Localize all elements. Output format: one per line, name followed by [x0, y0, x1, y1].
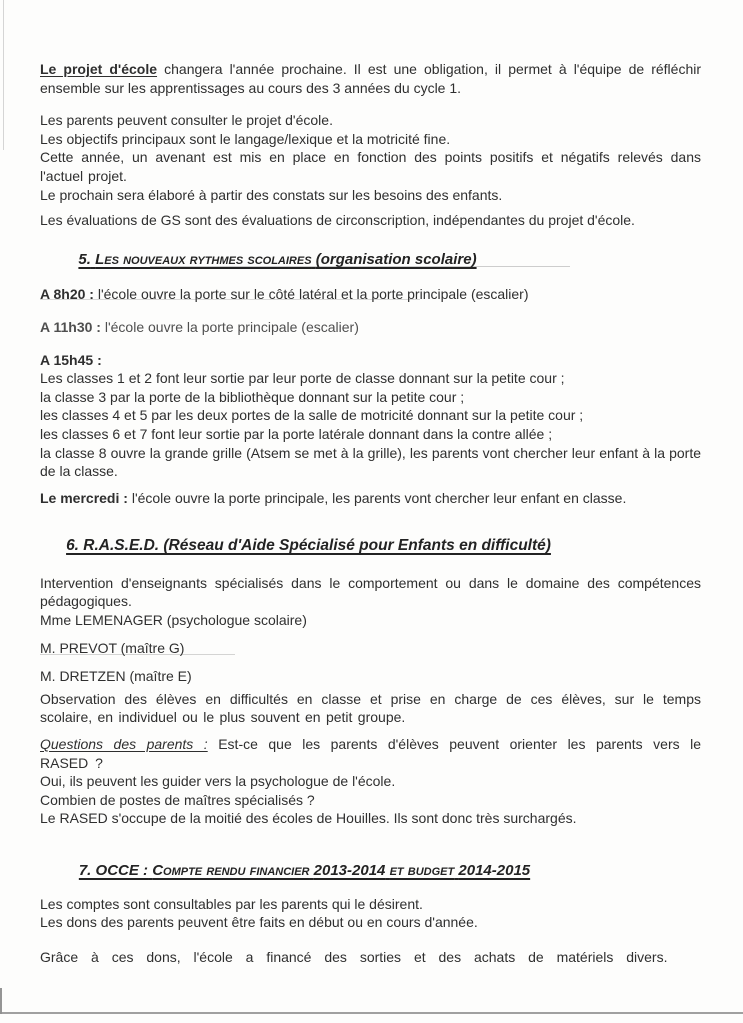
- line-objectifs: Les objectifs principaux sont le langage/lexique et la motricité fine.: [40, 130, 451, 147]
- scan-strike-artifact-11h30: [40, 299, 420, 300]
- section-6-title: 6. R.A.S.E.D. (Réseau d'Aide Spécialisé pour Enfants en difficulté): [66, 537, 551, 555]
- row-11h30: [40, 318, 701, 337]
- row-15h45: [40, 351, 701, 370]
- paragraph-evaluations-gs: Les évaluations de GS sont des évaluations de circonscription, indépendantes du projet d'école.: [40, 212, 635, 229]
- section-7-title-wrap: [79, 862, 530, 879]
- row-8h20: [40, 285, 701, 304]
- question-rased: Est-ce que les parents d'élèves peuvent orienter les parents vers le RASED ?: [40, 736, 702, 771]
- line-grace-aux-dons: Grâce à ces dons, l'école a financé des sorties et des achats de matériels divers.: [40, 948, 668, 965]
- block-sortie-15h45: [40, 351, 701, 481]
- time-8h20-label: A 8h20 :: [40, 286, 94, 303]
- section-5-number: 5.: [78, 250, 91, 268]
- scan-corner-artifact: [0, 988, 2, 1014]
- questions-parents-lead: Questions des parents :: [40, 736, 208, 753]
- rased-member-prevot: M. PREVOT (maître G): [40, 639, 185, 656]
- sortie-classes-4-5: les classes 4 et 5 par les deux portes de la salle de motricité donnant sur la petite cour ;: [40, 407, 584, 424]
- section-heading-6: [40, 537, 701, 556]
- time-15h45-label: A 15h45 :: [40, 351, 102, 368]
- block-questions-parents: [40, 735, 701, 828]
- paragraph-observation: Observation des élèves en difficultés en classe et prise en charge de ces élèves, sur le temps scolaire, en individuel ou le plus souvent en petit groupe.: [40, 690, 701, 726]
- scan-bottom-edge-line: [0, 1012, 743, 1014]
- sortie-classe-3: la classe 3 par la porte de la bibliothèque donnant sur la petite cour ;: [40, 388, 465, 405]
- projet-ecole-text: changera l'année prochaine. Il est une obligation, il permet à l'équipe de réfléchir ensemble sur les apprentissages au cours des 3 années du cycle 1.: [40, 61, 702, 96]
- section-7-year-1: 2013-2014: [313, 862, 386, 879]
- section-5-title: Les nouveaux rythmes scolaires: [95, 250, 312, 268]
- paragraph-intervention: [40, 574, 701, 630]
- line-dons-parents: Les dons des parents peuvent être faits en début ou en cours d'année.: [40, 914, 478, 931]
- scan-strike-artifact-dretzen: [40, 654, 235, 655]
- question-combien-postes: Combien de postes de maîtres spécialisés ?: [40, 791, 315, 808]
- paragraph-projet-ecole: [40, 60, 701, 97]
- mercredi-label: Le mercredi :: [40, 489, 128, 506]
- line-parents-consulter: Les parents peuvent consulter le projet d'école.: [40, 112, 333, 129]
- rased-member-lemenager: Mme LEMENAGER (psychologue scolaire): [40, 612, 307, 629]
- time-8h20-text: l'école ouvre la porte sur le côté latéral et la porte principale (escalier): [97, 286, 529, 303]
- line-prochain: Le prochain sera élaboré à partir des constats sur les besoins des enfants.: [40, 186, 503, 203]
- mercredi-text: l'école ouvre la porte principale, les parents vont chercher leur enfant en classe.: [131, 489, 627, 506]
- projet-ecole-lead: Le projet d'école: [40, 61, 158, 77]
- section-7-year-2: 2014-2015: [458, 862, 531, 879]
- section-5-suffix: (organisation scolaire): [315, 250, 477, 268]
- line-comptes-consultables: Les comptes sont consultables par les parents qui le désirent.: [40, 895, 423, 912]
- section-7-et-budget: et budget: [389, 862, 455, 879]
- rased-member-dretzen: M. DRETZEN (maître E): [40, 668, 192, 685]
- answer-rased-houilles: Le RASED s'occupe de la moitié des écoles de Houilles. Ils sont donc très surchargés.: [40, 810, 577, 827]
- intervention-text: Intervention d'enseignants spécialisés dans le comportement ou dans le domaine des compétences pédagogiques.: [40, 574, 701, 610]
- scan-edge-left-artifact: [3, 0, 4, 150]
- sortie-classes-1-2: Les classes 1 et 2 font leur sortie par leur porte de classe donnant sur la petite cour ;: [40, 370, 565, 387]
- paragraph-avenant: Cette année, un avenant est mis en place en fonction des points positifs et négatifs relevés dans l'actuel projet.: [40, 149, 701, 184]
- document-content: [40, 46, 701, 966]
- section-7-prefix: 7. OCCE :: [78, 862, 149, 879]
- sortie-classes-6-7: les classes 6 et 7 font leur sortie par la porte latérale donnant dans la contre allée ;: [40, 425, 553, 442]
- sortie-classe-8: la classe 8 ouvre la grande grille (Atsem se met à la grille), les parents vont chercher leur enfant à la porte de la classe.: [40, 444, 701, 480]
- time-11h30-text: l'école ouvre la porte principale (escalier): [104, 318, 359, 335]
- scan-strike-artifact-8h20: [150, 266, 570, 267]
- answer-oui: Oui, ils peuvent les guider vers la psychologue de l'école.: [40, 773, 396, 790]
- section-7-compte-rendu: Compte rendu financier: [152, 862, 310, 879]
- row-mercredi: [40, 489, 701, 508]
- section-heading-7: [40, 862, 701, 881]
- time-11h30-label: A 11h30 :: [40, 318, 101, 335]
- block-occe: [40, 895, 701, 932]
